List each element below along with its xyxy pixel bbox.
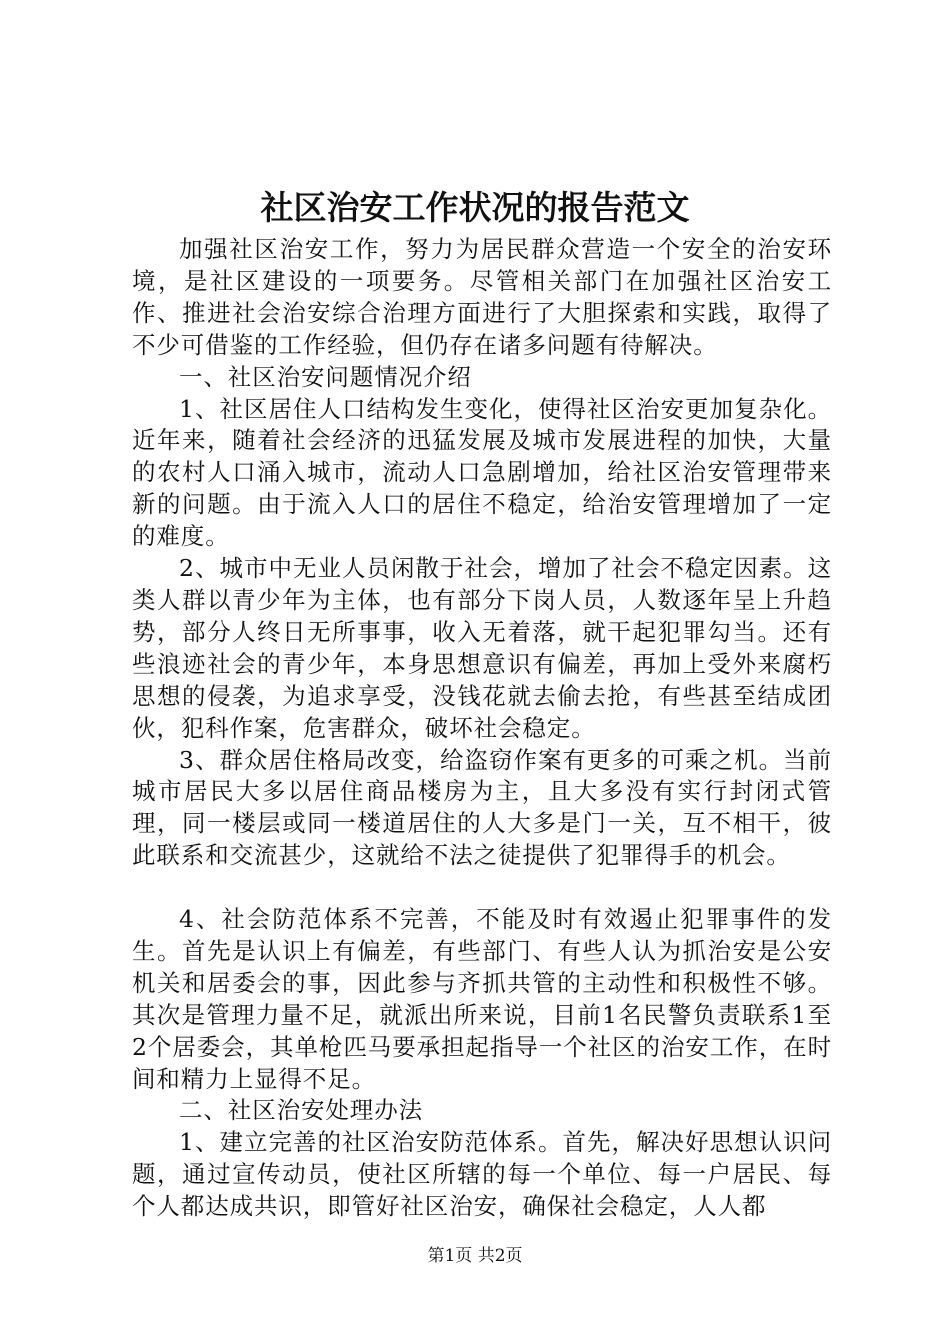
page-number-footer: 第1页 共2页	[427, 1246, 523, 1266]
paragraph-item-4: 4、社会防范体系不完善，不能及时有效遏止犯罪事件的发生。首先是认识上有偏差，有些部门、有些人认为抓治安是公安机关和居委会的事，因此参与齐抓共管的主动性和积极性不够。其次是管理力量不足，就派出所来说，目前1名民警负责联系1至2个居委会，其单枪匹马要承担起指导一个社区的治安工作，在时间和精力上显得不足。	[132, 905, 832, 1093]
document-body	[132, 234, 832, 1223]
blank-line	[132, 872, 832, 904]
paragraph-item-1: 1、社区居住人口结构发生变化，使得社区治安更加复杂化。近年来，随着社会经济的迅猛发展及城市发展进程的加快，大量的农村人口涌入城市，流动人口急剧增加，给社区治安管理带来新的问题。由于流入人口的居住不稳定，给治安管理增加了一定的难度。	[132, 394, 832, 551]
paragraph-item-2: 2、城市中无业人员闲散于社会，增加了社会不稳定因素。这类人群以青少年为主体，也有部分下岗人员，人数逐年呈上升趋势，部分人终日无所事事，收入无着落，就干起犯罪勾当。还有些浪迹社会的青少年，本身思想意识有偏差，再加上受外来腐朽思想的侵袭，为追求享受，没钱花就去偷去抢，有些甚至结成团伙，犯科作案，危害群众，破坏社会稳定。	[132, 554, 832, 742]
paragraph-measure-1: 1、建立完善的社区治安防范体系。首先，解决好思想认识问题，通过宣传动员，使社区所辖的每一个单位、每一户居民、每个人都达成共识，即管好社区治安，确保社会稳定，人人都	[132, 1128, 832, 1221]
section-heading-1: 一、社区治安问题情况介绍	[179, 362, 472, 391]
section-heading-2: 二、社区治安处理办法	[179, 1096, 423, 1125]
paragraph-intro: 加强社区治安工作，努力为居民群众营造一个安全的治安环境，是社区建设的一项要务。尽管相关部门在加强社区治安工作、推进社会治安综合治理方面进行了大胆探索和实践，取得了不少可借鉴的工作经验，但仍存在诸多问题有待解决。	[132, 235, 832, 359]
document-title: 社区治安工作状况的报告范文	[260, 188, 690, 227]
paragraph-item-3: 3、群众居住格局改变，给盗窃作案有更多的可乘之机。当前城市居民大多以居住商品楼房为主，且大多没有实行封闭式管理，同一楼层或同一楼道居住的人大多是门一关，互不相干，彼此联系和交流甚少，这就给不法之徒提供了犯罪得手的机会。	[132, 745, 832, 870]
